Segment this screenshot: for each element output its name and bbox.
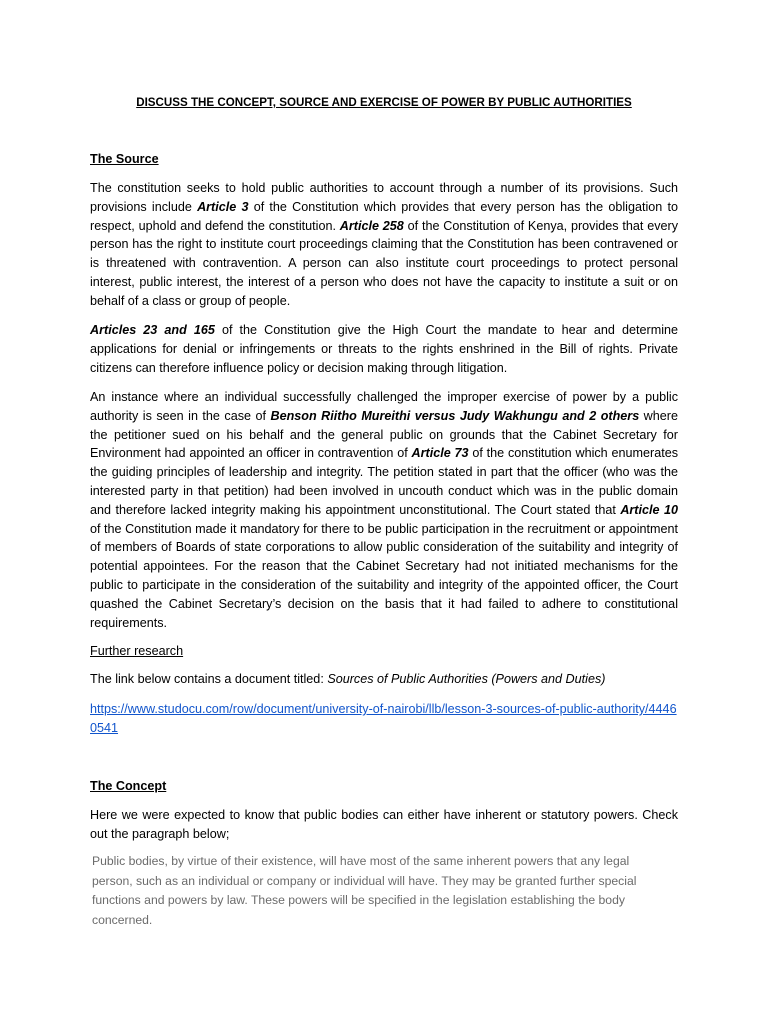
concept-intro: Here we were expected to know that public bodies can either have inherent or statutory powers. Check out the paragraph below; (90, 808, 678, 841)
source-p3-text-3: of the constitution which enumerates the guiding principles of leadership and integrity. The petition stated in part that the officer (who was the interested party in that petition) had been involved in uncouth conduct which was in the public domain and therefore lacked integrity making his appointment unconstitutional. The Court stated that (90, 446, 678, 517)
further-research-intro-text: The link below contains a document titled: (90, 672, 328, 686)
further-research-heading: Further research (90, 644, 184, 658)
source-p2-text-1: of the Constitution give the High Court the mandate to hear and determine applications for denial or infringements or threats to the rights enshrined in the Bill of rights. Private citizens can therefore influence policy or decision making through litigation. (90, 323, 678, 375)
referenced-document-title: Sources of Public Authorities (Powers and Duties) (327, 672, 606, 686)
articles-23-165-ref: Articles 23 and 165 (90, 323, 215, 337)
further-research-intro (90, 670, 678, 689)
source-paragraph-3 (90, 388, 678, 632)
studocu-link-line (90, 700, 678, 738)
source-p3-text-1: An instance where an individual successfully challenged the improper exercise of power by a public authority is seen in the case of (90, 390, 678, 423)
article-73-ref: Article 73 (411, 446, 469, 461)
source-p1-text-2: of the Constitution which provides that every person has the obligation to respect, uphold and defend the constitution. (90, 199, 679, 233)
case-name: Benson Riitho Mureithi versus Judy Wakhungu and 2 others (270, 408, 640, 423)
source-p1-text-3: of the Constitution of Kenya, provides that every person has the right to institute court proceedings claiming that the Constitution has been contravened or is threatened with contravention. A person can also institute court proceedings to protect personal interest, public interest, the interest of a person who does not have the capacity to institute a suit or on behalf of a class or group of people. (90, 218, 678, 308)
source-p3-text-2: where the petitioner sued on his behalf and the general public on grounds that the Cabinet Secretary for Environment had appointed an officer in contravention of (90, 408, 678, 461)
article-258-ref: Article 258 (339, 218, 404, 233)
concept-heading: The Concept (90, 779, 167, 793)
source-paragraph-2 (90, 321, 678, 377)
studocu-link[interactable]: https://www.studocu.com/row/document/university-of-nairobi/llb/lesson-3-sources-of-public-authority/44460541 (90, 702, 677, 735)
source-p1-text-1: The constitution seeks to hold public authorities to account through a number of its provisions. Such provisions include (90, 181, 678, 214)
document-title: DISCUSS THE CONCEPT, SOURCE AND EXERCISE OF POWER BY PUBLIC AUTHORITIES (136, 96, 632, 109)
source-heading: The Source (90, 152, 159, 166)
article-10-ref: Article 10 (620, 502, 678, 517)
concept-quote: Public bodies, by virtue of their existence, will have most of the same inherent powers that any legal person, such as an individual or company or individual will have. They may be granted further special functions and powers by law. These powers will be specified in the legislation establishing the body concerned. (92, 854, 637, 927)
source-p3-text-4: of the Constitution made it mandatory for there to be public participation in the recruitment or appointment of members of Boards of state corporations to allow public consideration of the suitability and integrity of potential appointees. For the reason that the Cabinet Secretary had not initiated mechanisms for the public to participate in the consideration of the suitability and integrity of the appointed officer, the Court quashed the Cabinet Secretary’s decision on the basis that it had failed to adhere to constitutional requirements. (90, 521, 678, 630)
article-3-ref: Article 3 (197, 199, 249, 214)
source-paragraph-1 (90, 179, 678, 311)
